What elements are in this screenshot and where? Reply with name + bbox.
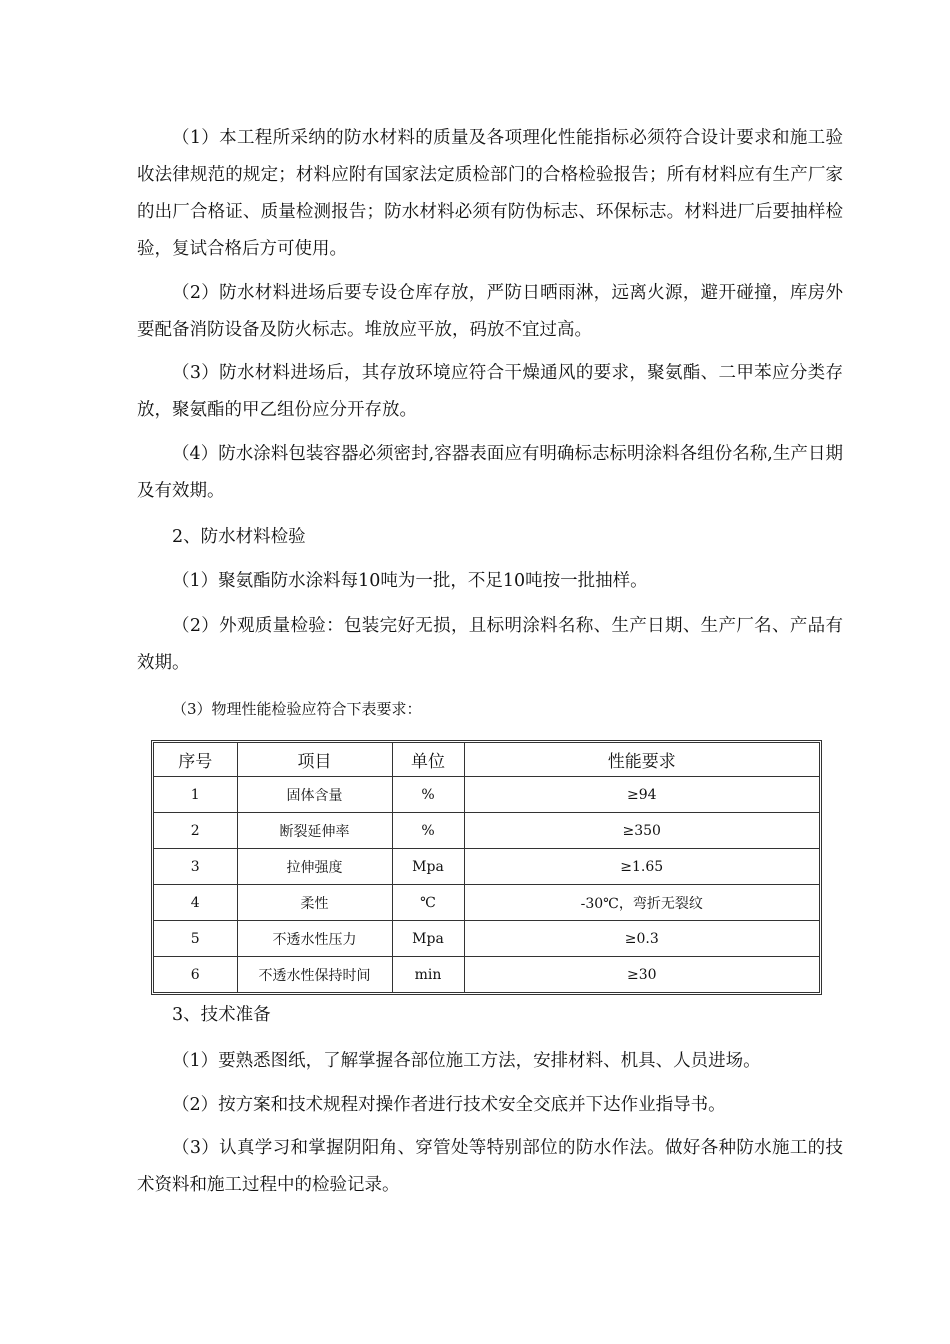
cell-item: 不透水性压力 bbox=[237, 921, 392, 957]
cell-requirement: ≥0.3 bbox=[464, 921, 819, 957]
paragraph-storage-environment: （3）防水材料进场后，其存放环境应符合干燥通风的要求，聚氨酯、二甲苯应分类存放，聚氨酯的甲乙组份应分开存放。 bbox=[137, 363, 843, 420]
heading-material-inspection: 2、防水材料检验 bbox=[172, 527, 306, 547]
paragraph-safety-briefing: （2）按方案和技术规程对操作者进行技术安全交底并下达作业指导书。 bbox=[172, 1095, 726, 1115]
cell-unit: Mpa bbox=[392, 921, 464, 957]
cell-item: 不透水性保持时间 bbox=[237, 957, 392, 993]
cell-unit: % bbox=[392, 813, 464, 849]
cell-item: 拉伸强度 bbox=[237, 849, 392, 885]
cell-requirement: ≥94 bbox=[464, 777, 819, 813]
cell-requirement: ≥1.65 bbox=[464, 849, 819, 885]
heading-technical-preparation: 3、技术准备 bbox=[172, 1005, 271, 1025]
cell-index: 3 bbox=[154, 849, 237, 885]
performance-table bbox=[151, 740, 822, 995]
header-item: 项目 bbox=[237, 743, 392, 777]
cell-item: 柔性 bbox=[237, 885, 392, 921]
table-row bbox=[154, 885, 819, 921]
paragraph-appearance-check: （2）外观质量检验：包装完好无损，且标明涂料名称、生产日期、生产厂名、产品有效期。 bbox=[137, 616, 843, 673]
paragraph-batch-sampling: （1）聚氨酯防水涂料每10吨为一批，不足10吨按一批抽样。 bbox=[172, 571, 648, 591]
cell-item: 固体含量 bbox=[237, 777, 392, 813]
table-row bbox=[154, 921, 819, 957]
header-requirement: 性能要求 bbox=[464, 743, 819, 777]
table-row bbox=[154, 849, 819, 885]
header-unit: 单位 bbox=[392, 743, 464, 777]
header-index: 序号 bbox=[154, 743, 237, 777]
paragraph-study-drawings: （1）要熟悉图纸，了解掌握各部位施工方法，安排材料、机具、人员进场。 bbox=[172, 1051, 761, 1071]
paragraph-material-storage: （2）防水材料进场后要专设仓库存放，严防日晒雨淋，远离火源，避开碰撞，库房外要配备消防设备及防火标志。堆放应平放，码放不宜过高。 bbox=[137, 283, 843, 340]
table-row bbox=[154, 957, 819, 993]
paragraph-material-quality: （1）本工程所采纳的防水材料的质量及各项理化性能指标必须符合设计要求和施工验收法律规范的规定；材料应附有国家法定质检部门的合格检验报告；所有材料应有生产厂家的出厂合格证、质量检测报告；防水材料必须有防伪标志、环保标志。材料进厂后要抽样检验，复试合格后方可使用。 bbox=[137, 128, 843, 259]
cell-index: 6 bbox=[154, 957, 237, 993]
cell-item: 断裂延伸率 bbox=[237, 813, 392, 849]
table-header-row bbox=[154, 743, 819, 777]
cell-index: 4 bbox=[154, 885, 237, 921]
cell-requirement: -30℃，弯折无裂纹 bbox=[464, 885, 819, 921]
table-row bbox=[154, 813, 819, 849]
cell-index: 2 bbox=[154, 813, 237, 849]
paragraph-special-parts: （3）认真学习和掌握阴阳角、穿管处等特别部位的防水作法。做好各种防水施工的技术资料和施工过程中的检验记录。 bbox=[137, 1138, 843, 1195]
paragraph-packaging: （4）防水涂料包装容器必须密封,容器表面应有明确标志标明涂料各组份名称,生产日期及有效期。 bbox=[137, 444, 843, 501]
paragraph-physical-performance: （3）物理性能检验应符合下表要求： bbox=[172, 700, 422, 718]
table-row bbox=[154, 777, 819, 813]
cell-requirement: ≥30 bbox=[464, 957, 819, 993]
cell-index: 1 bbox=[154, 777, 237, 813]
cell-unit: % bbox=[392, 777, 464, 813]
cell-unit: Mpa bbox=[392, 849, 464, 885]
cell-index: 5 bbox=[154, 921, 237, 957]
cell-unit: ℃ bbox=[392, 885, 464, 921]
cell-requirement: ≥350 bbox=[464, 813, 819, 849]
cell-unit: min bbox=[392, 957, 464, 993]
